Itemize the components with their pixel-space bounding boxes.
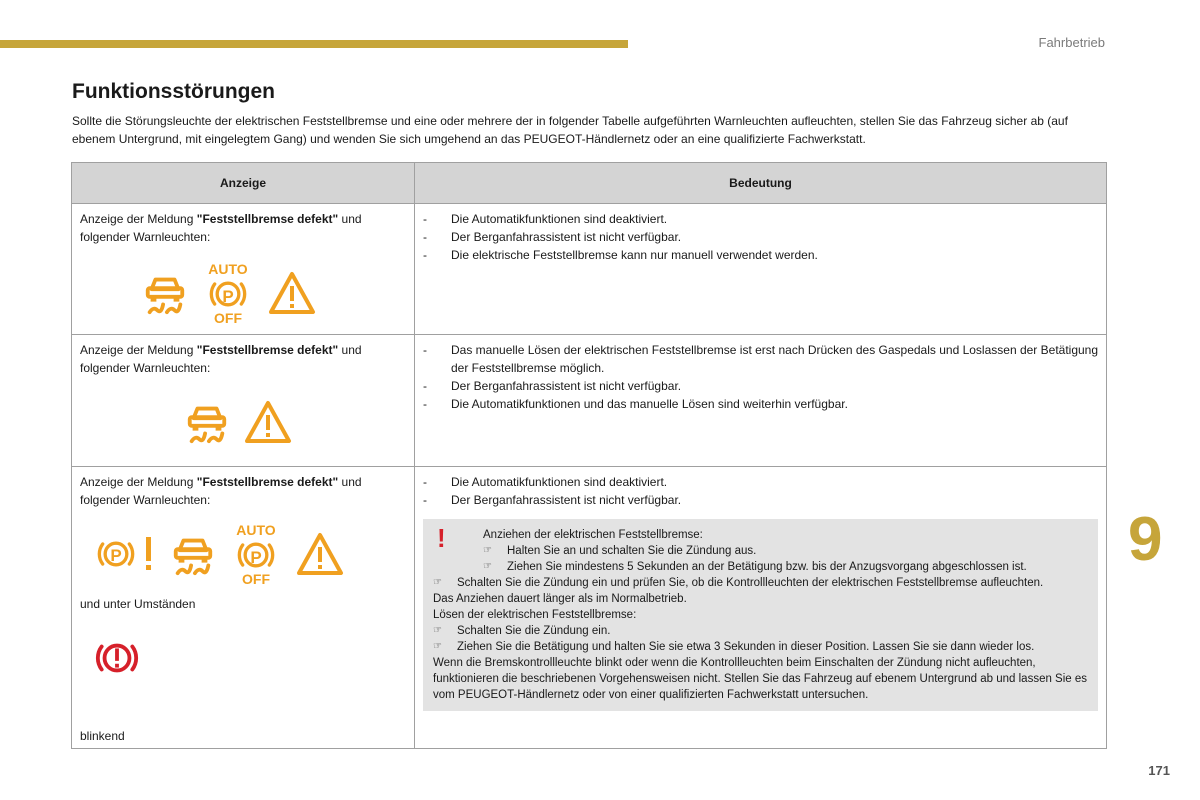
skid-warning-icon — [170, 531, 216, 577]
meaning-item: - Der Berganfahrassistent ist nicht verfügbar. — [423, 228, 1098, 246]
blink-label: blinkend — [80, 729, 125, 743]
p-label: P — [250, 548, 262, 567]
meaning-item: - Der Berganfahrassistent ist nicht verfügbar. — [423, 491, 1098, 509]
pointer-icon: ☞ — [433, 577, 442, 588]
display-text-suffix: und folgender Warnleuchten: — [80, 475, 362, 507]
meaning-cell — [415, 204, 1107, 335]
meaning-cell — [415, 335, 1107, 467]
table-row — [72, 204, 1107, 335]
note-substep: Halten Sie an und schalten Sie die Zündung aus. — [507, 545, 757, 557]
auto-label: AUTO — [236, 523, 276, 538]
pointer-icon: ☞ — [433, 641, 442, 652]
meaning-cell — [415, 467, 1107, 749]
display-text-message: "Feststellbremse defekt" — [196, 343, 339, 357]
pointer-icon: ☞ — [483, 545, 492, 556]
display-cell — [72, 467, 415, 749]
skid-warning-icon — [184, 399, 230, 445]
header-bedeutung: Bedeutung — [415, 163, 1107, 204]
auto-p-off-icon — [202, 262, 254, 324]
note-line: Lösen der elektrischen Feststellbremse: — [433, 609, 637, 621]
note-line: Das Anziehen dauert länger als im Normalbetrieb. — [433, 593, 687, 605]
off-label: OFF — [214, 310, 242, 324]
display-text-message: "Feststellbremse defekt" — [196, 212, 339, 226]
section-label: Fahrbetrieb — [1038, 35, 1105, 50]
meaning-item: - Die Automatikfunktionen und das manuelle Lösen sind weiterhin verfügbar. — [423, 395, 1098, 413]
table-row — [72, 335, 1107, 467]
auto-label: AUTO — [208, 262, 248, 277]
fault-table — [71, 162, 1107, 749]
note-headline: Anziehen der elektrischen Feststellbremse: — [483, 529, 703, 541]
table-row — [72, 467, 1107, 749]
warning-triangle-icon — [296, 532, 344, 576]
meaning-item: - Die Automatikfunktionen sind deaktiviert. — [423, 473, 1098, 491]
top-accent-bar — [0, 40, 628, 48]
skid-warning-icon — [142, 270, 188, 316]
page-title: Funktionsstörungen — [72, 80, 275, 103]
display-text-prefix: Anzeige der Meldung — [80, 475, 197, 489]
meaning-item: - Das manuelle Lösen der elektrischen Feststellbremse ist erst nach Drücken des Gaspedals und Loslassen der Betätigung der Feststellbremse möglich. — [423, 341, 1098, 377]
brake-warning-red-icon — [92, 635, 142, 681]
p-label: P — [222, 287, 234, 306]
warning-icons — [94, 523, 406, 585]
warning-icons — [142, 262, 406, 324]
note-step: Schalten Sie die Zündung ein und prüfen Sie, ob die Kontrollleuchten der elektrischen Feststellbremse aufleuchten. — [457, 577, 1044, 589]
pointer-icon: ☞ — [433, 625, 442, 636]
table-header-row — [72, 163, 1107, 204]
pointer-icon: ☞ — [483, 561, 492, 572]
display-text-suffix: und folgender Warnleuchten: — [80, 343, 362, 375]
procedure-note — [423, 519, 1098, 711]
auto-p-off-icon — [230, 523, 282, 585]
off-label: OFF — [242, 571, 270, 585]
chapter-number: 9 — [1128, 505, 1163, 574]
intro-paragraph: Sollte die Störungsleuchte der elektrischen Feststellbremse und eine oder mehrere der in folgender Tabelle aufgeführten Warnleuchten aufleuchten, stellen Sie das Fahrzeug sicher ab (auf ebenem Untergrund, mit eingelegtem Gang) und wenden Sie sich umgehend an das PEUGEOT-Händlernetz oder an eine qualifizierte Fachwerkstatt. — [72, 114, 1068, 146]
warning-triangle-icon — [268, 271, 316, 315]
note-substep: Ziehen Sie mindestens 5 Sekunden an der Betätigung bzw. bis der Anzugsvorgang abgeschlossen ist. — [507, 561, 1027, 573]
page-number: 171 — [1148, 763, 1170, 778]
meaning-item: - Der Berganfahrassistent ist nicht verfügbar. — [423, 377, 1098, 395]
note-step: Ziehen Sie die Betätigung und halten Sie sie etwa 3 Sekunden in dieser Position. Lassen Sie sie dann wieder los. — [457, 641, 1035, 653]
display-text-prefix: Anzeige der Meldung — [80, 343, 197, 357]
alert-exclamation-icon: ! — [437, 523, 446, 553]
display-cell — [72, 204, 415, 335]
conditional-label: und unter Umständen — [80, 597, 196, 611]
display-text-suffix: und folgender Warnleuchten: — [80, 212, 362, 244]
p-label: P — [110, 546, 122, 565]
meaning-item: - Die elektrische Feststellbremse kann nur manuell verwendet werden. — [423, 246, 1098, 264]
note-closing: Wenn die Bremskontrollleuchte blinkt oder wenn die Kontrollleuchten beim Einschalten der Zündung nicht aufleuchten, funktionieren die beschriebenen Vorgehensweisen nicht. Stellen Sie das Fahrzeug auf ebenem Untergrund ab und lassen Sie es vom PEUGEOT-Händlernetz oder von einer qualifizierten Fachwerkstatt untersuchen. — [433, 657, 1088, 701]
display-text-message: "Feststellbremse defekt" — [196, 475, 339, 489]
display-cell — [72, 335, 415, 467]
meaning-item: - Die Automatikfunktionen sind deaktiviert. — [423, 210, 1098, 228]
warning-icons — [184, 399, 406, 445]
display-text-prefix: Anzeige der Meldung — [80, 212, 197, 226]
p-brake-fault-icon — [94, 532, 156, 576]
warning-triangle-icon — [244, 400, 292, 444]
header-anzeige: Anzeige — [72, 163, 415, 204]
note-step: Schalten Sie die Zündung ein. — [457, 625, 611, 637]
